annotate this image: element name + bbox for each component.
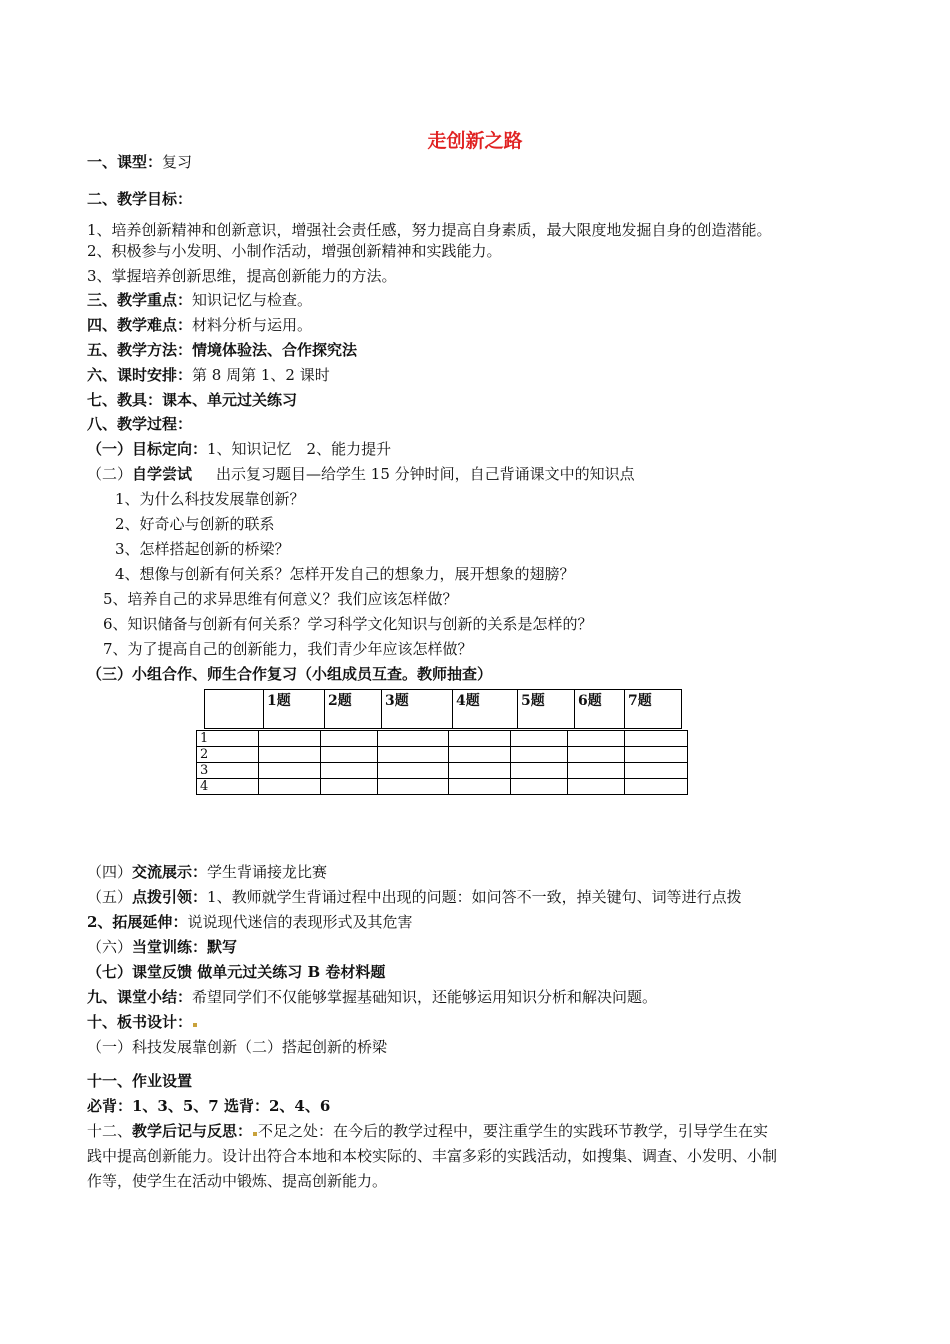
section-text: 知识记忆与检查。 [192,291,313,309]
table-cell [378,731,449,747]
table-cell [511,763,568,779]
document-title: 走创新之路 [427,130,523,152]
table-cell [568,731,625,747]
section-text: 材料分析与运用。 [192,316,313,334]
table-cell [321,779,378,795]
table-cell [568,763,625,779]
process-step-5b [87,912,412,932]
section-schedule [87,365,330,385]
section-course-type [87,152,192,172]
goal-item: 3、掌握培养创新思维，提高创新能力的方法。 [87,267,397,285]
table-cell [259,747,321,763]
table-row [197,731,688,747]
section-text: 不足之处：在今后的教学过程中，要注重学生的实践环节教学，引导学生在实 [258,1122,769,1140]
table-cell [259,731,321,747]
review-question: 2、好奇心与创新的联系 [115,515,275,533]
table-cell [321,763,378,779]
section-label: 四、教学难点： [87,316,193,334]
step-label: 交流展示： [132,863,208,881]
table-cell [259,779,321,795]
step-label: （一）目标定向： [87,440,208,458]
table-header-cell: 6题 [575,690,625,729]
row-label-cell: 2 [197,747,259,763]
table-header-cell: 4题 [453,690,518,729]
row-label-cell: 3 [197,763,259,779]
table-cell [511,747,568,763]
table-cell [449,763,511,779]
mark-dot [193,1023,197,1027]
review-question: 3、怎样搭起创新的桥梁？ [115,540,290,558]
step-prefix: （四） [87,863,133,881]
table-row [197,779,688,795]
reflection-line: 践中提高创新能力。设计出符合本地和本校实际的、丰富多彩的实践活动，如搜集、调查、小发明、小制 [87,1147,778,1165]
step-prefix: （六） [87,938,133,956]
row-label-cell: 1 [197,731,259,747]
process-step-5 [87,887,742,907]
table-cell [378,779,449,795]
step-text: 说说现代迷信的表现形式及其危害 [187,913,413,931]
review-question: 1、为什么科技发展靠创新？ [115,490,305,508]
step-text: 1、知识记忆 2、能力提升 [207,440,392,458]
table-cell [625,779,688,795]
table-header-cell: 1题 [264,690,325,729]
table-cell [449,731,511,747]
section-label: 十、板书设计： [87,1013,193,1031]
review-question: 5、培养自己的求异思维有何意义？我们应该怎样做？ [103,590,458,608]
section-prefix: 十二、 [87,1122,133,1140]
step-label: 当堂训练：默写 [132,938,238,956]
section-text: 希望同学们不仅能够掌握基础知识，还能够运用知识分析和解决问题。 [192,988,658,1006]
section-label: 六、课时安排： [87,366,193,384]
section-label: 三、教学重点： [87,291,193,309]
section-homework: 十一、作业设置 [87,1072,193,1090]
step-label: 2、拓展延伸： [87,913,188,931]
table-cell [625,763,688,779]
process-step-1 [87,439,391,459]
table-header-cell: 5题 [518,690,575,729]
process-step-7: （七）课堂反馈 做单元过关练习 B 卷材料题 [87,963,386,981]
section-text: 复习 [162,153,193,171]
process-step-3: （三）小组合作、师生合作复习（小组成员互查。教师抽查） [87,665,493,683]
table-cell [378,763,449,779]
table-cell [449,747,511,763]
section-label: 一、课型： [87,153,163,171]
process-step-4 [87,862,327,882]
table-header-cell: 7题 [625,690,682,729]
table-header-cell: 2题 [325,690,382,729]
goal-item: 1、培养创新精神和创新意识，增强社会责任感，努力提高自身素质，最大限度地发掘自身的创造潜能。 [87,221,772,239]
review-question: 4、想像与创新有何关系？怎样开发自己的想象力，展开想象的翅膀？ [115,565,575,583]
section-methods: 五、教学方法：情境体验法、合作探究法 [87,341,358,359]
table-row [197,747,688,763]
homework-content: 必背：1、3、5、7 选背：2、4、6 [87,1097,331,1115]
section-materials: 七、教具：课本、单元过关练习 [87,391,298,409]
checklist-header-table [204,689,682,729]
checklist-body-table [196,730,688,795]
goal-item: 2、积极参与小发明、小制作活动，增强创新精神和实践能力。 [87,242,502,260]
section-board-design [87,1012,198,1032]
step-text: 1、教师就学生背诵过程中出现的问题：如问答不一致，掉关键句、词等进行点拨 [207,888,742,906]
table-cell [568,747,625,763]
row-label-cell: 4 [197,779,259,795]
step-text: 出示复习题目—给学生 15 分钟时间，自己背诵课文中的知识点 [216,465,635,483]
reflection-line: 作等，使学生在活动中锻炼、提高创新能力。 [87,1172,388,1190]
table-cell [625,731,688,747]
table-header-cell [205,690,264,729]
process-step-2 [87,464,635,484]
step-label: 自学尝试 [132,465,193,483]
table-cell [568,779,625,795]
section-reflection [87,1121,768,1141]
board-content: （一）科技发展靠创新（二）搭起创新的桥梁 [87,1038,388,1056]
step-prefix: （二） [87,465,133,483]
section-label: 九、课堂小结： [87,988,193,1006]
process-step-6 [87,937,237,957]
section-label: 教学后记与反思： [132,1122,253,1140]
section-key-points [87,290,312,310]
section-goals-heading: 二、教学目标： [87,190,193,208]
step-label: 点拨引领： [132,888,208,906]
table-cell [321,731,378,747]
table-row [197,763,688,779]
table-cell [511,779,568,795]
section-difficulties [87,315,312,335]
section-process-heading: 八、教学过程： [87,415,193,433]
mark-dot [253,1132,257,1136]
review-question: 7、为了提高自己的创新能力，我们青少年应该怎样做？ [103,640,473,658]
table-cell [321,747,378,763]
section-summary [87,987,657,1007]
table-cell [625,747,688,763]
table-cell [449,779,511,795]
table-header-cell: 3题 [382,690,453,729]
step-prefix: （五） [87,888,133,906]
table-cell [378,747,449,763]
step-text: 学生背诵接龙比赛 [207,863,328,881]
table-cell [511,731,568,747]
review-question: 6、知识储备与创新有何关系？学习科学文化知识与创新的关系是怎样的？ [103,615,593,633]
section-text: 第 8 周第 1、2 课时 [192,366,330,384]
table-cell [259,763,321,779]
